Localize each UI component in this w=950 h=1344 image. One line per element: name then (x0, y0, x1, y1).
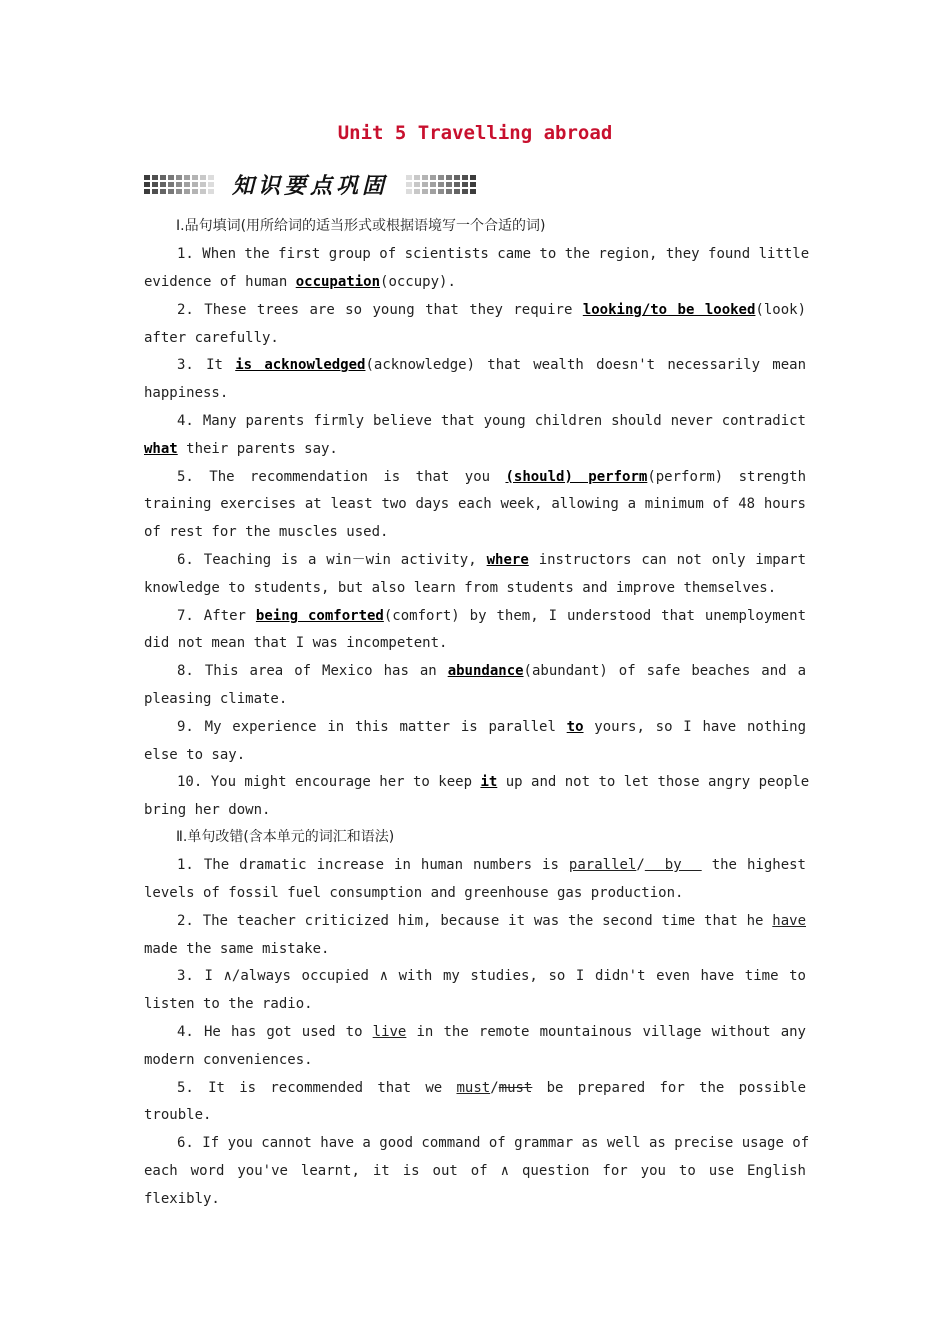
banner-dot (184, 189, 190, 194)
e6-line-1: 6. If you cannot have a good command of grammar as well as precise usage of (177, 1135, 810, 1151)
unit-title: Unit 5 Travelling abroad (337, 122, 613, 144)
banner-dot (152, 189, 158, 194)
q7-line-2: did not mean that I was incompetent. (144, 635, 448, 651)
banner-dot (454, 175, 460, 180)
banner-dot (200, 189, 206, 194)
q5-line-2: training exercises at least two days each week, allowing a minimum of 48 hours (144, 496, 806, 512)
banner-dot (184, 182, 190, 187)
banner-dot (422, 175, 428, 180)
banner-dot (168, 189, 174, 194)
banner-dot (454, 189, 460, 194)
banner-dot (168, 182, 174, 187)
banner-dot (192, 175, 198, 180)
q1-answer: occupation (295, 274, 381, 290)
banner-dot (144, 175, 150, 180)
banner-text: 知识要点巩固 (232, 173, 389, 199)
q8-answer: abundance (447, 663, 524, 679)
banner-dot (406, 189, 412, 194)
q6-answer: where (486, 552, 529, 568)
banner-dot (430, 189, 436, 194)
section-banner (144, 170, 544, 198)
banner-dot (406, 182, 412, 187)
banner-dot (200, 182, 206, 187)
q10-line-2: bring her down. (144, 802, 271, 818)
q2-line-2: after carefully. (144, 330, 279, 346)
banner-dot (208, 182, 214, 187)
e4-error-word: live (372, 1024, 407, 1040)
q5-line-3: of rest for the muscles used. (144, 524, 389, 540)
q3-answer: is acknowledged (235, 357, 366, 373)
banner-dot (438, 182, 444, 187)
e3-line-1: 3. I ∧/always occupied ∧ with my studies, so I didn't even have time to (177, 968, 806, 984)
banner-dot (446, 189, 452, 194)
banner-dot (160, 175, 166, 180)
q10-answer: it (480, 774, 498, 790)
banner-dot (144, 189, 150, 194)
banner-dot (446, 182, 452, 187)
q3-line-1: 3. It is acknowledged(acknowledge) that wealth doesn't necessarily mean (177, 357, 806, 373)
q6-line-1: 6. Teaching is a win－win activity, where instructors can not only impart (177, 552, 807, 568)
banner-dot (430, 182, 436, 187)
e2-line-2: made the same mistake. (144, 941, 330, 957)
banner-dot (168, 175, 174, 180)
q6-line-2: knowledge to students, but also learn from students and improve themselves. (144, 580, 777, 596)
banner-dot (176, 182, 182, 187)
e3-line-2: listen to the radio. (144, 996, 313, 1012)
q10-line-1: 10. You might encourage her to keep it up and not to let those angry people (177, 774, 810, 790)
q8-line-2: pleasing climate. (144, 691, 288, 707)
q5-answer: (should) perform (505, 469, 648, 485)
q7-line-1: 7. After being comforted(comfort) by them, I understood that unemployment (177, 608, 806, 624)
e4-line-2: modern conveniences. (144, 1052, 313, 1068)
banner-dot (144, 182, 150, 187)
banner-dot (208, 189, 214, 194)
q4-answer: what (144, 441, 178, 457)
e2-error-word: have (772, 913, 806, 929)
banner-dots-left (144, 175, 214, 194)
banner-dot (454, 182, 460, 187)
e5-line-2: trouble. (144, 1107, 212, 1123)
e1-line-1: 1. The dramatic increase in human numbers is parallel/ by the highest (177, 857, 806, 873)
q9-answer: to (566, 719, 584, 735)
q2-answer: looking/to be looked (582, 302, 756, 318)
banner-dot (470, 182, 476, 187)
e5-error-word: must (456, 1080, 491, 1096)
q9-line-2: else to say. (144, 747, 246, 763)
banner-dot (462, 182, 468, 187)
e6-line-2: each word you've learnt, it is out of ∧ question for you to use English (144, 1163, 806, 1179)
banner-dot (152, 182, 158, 187)
banner-dot (438, 175, 444, 180)
e1-error-word: parallel (568, 857, 637, 873)
banner-dot (470, 175, 476, 180)
e2-line-1: 2. The teacher criticized him, because it was the second time that he have (177, 913, 806, 929)
q5-line-1: 5. The recommendation is that you (should) perform(perform) strength (177, 469, 807, 485)
banner-dot (414, 182, 420, 187)
banner-dot (192, 182, 198, 187)
banner-dot (438, 189, 444, 194)
q2-line-1: 2. These trees are so young that they require looking/to be looked(look) (177, 302, 806, 318)
q4-line-1: 4. Many parents firmly believe that young children should never contradict (177, 413, 806, 429)
section-1-heading: Ⅰ.品句填词(用所给词的适当形式或根据语境写一个合适的词) (176, 218, 546, 234)
q8-line-1: 8. This area of Mexico has an abundance(abundant) of safe beaches and a (177, 663, 806, 679)
banner-dot (414, 189, 420, 194)
banner-dot (430, 175, 436, 180)
e5-line-1: 5. It is recommended that we must/must be prepared for the possible (177, 1080, 806, 1096)
banner-dot (184, 175, 190, 180)
q3-line-2: happiness. (144, 385, 229, 401)
e6-line-3: flexibly. (144, 1191, 220, 1207)
banner-dot (462, 175, 468, 180)
banner-dot (470, 189, 476, 194)
q4-line-2: what their parents say. (144, 441, 338, 457)
e1-correction: by (644, 857, 702, 873)
q9-line-1: 9. My experience in this matter is parallel to yours, so I have nothing (177, 719, 806, 735)
banner-dot (200, 175, 206, 180)
banner-dot (192, 189, 198, 194)
banner-dot (422, 189, 428, 194)
e5-deleted-word: must (498, 1080, 533, 1096)
banner-dot (414, 175, 420, 180)
banner-dot (176, 189, 182, 194)
banner-dots-right (406, 175, 476, 194)
e1-line-2: levels of fossil fuel consumption and greenhouse gas production. (144, 885, 684, 901)
banner-dot (422, 182, 428, 187)
e4-line-1: 4. He has got used to live in the remote mountainous village without any (177, 1024, 806, 1040)
banner-dot (208, 175, 214, 180)
q7-answer: being comforted (255, 608, 384, 624)
banner-dot (446, 175, 452, 180)
banner-dot (160, 189, 166, 194)
q1-line-2: evidence of human occupation(occupy). (144, 274, 456, 290)
banner-dot (176, 175, 182, 180)
banner-dot (406, 175, 412, 180)
banner-dot (462, 189, 468, 194)
q1-line-1: 1. When the first group of scientists came to the region, they found little (177, 246, 810, 262)
banner-dot (152, 175, 158, 180)
banner-dot (160, 182, 166, 187)
section-2-heading: Ⅱ.单句改错(含本单元的词汇和语法) (176, 829, 395, 845)
